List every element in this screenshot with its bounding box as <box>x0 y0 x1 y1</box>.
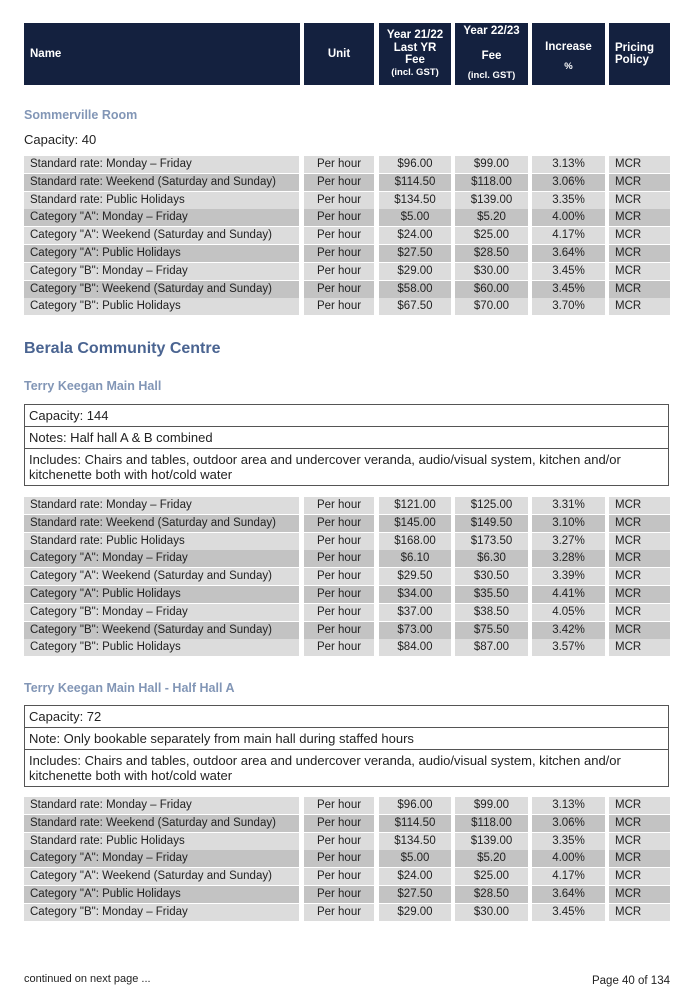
last-year-fee-cell: $27.50 <box>379 245 451 262</box>
last-year-fee-cell: $134.50 <box>379 192 451 209</box>
rate-name-cell: Standard rate: Monday – Friday <box>24 797 299 814</box>
unit-cell: Per hour <box>304 886 374 903</box>
increase-cell: 3.64% <box>532 886 605 903</box>
rate-name-cell: Category "A": Monday – Friday <box>24 209 299 226</box>
fee-cell: $173.50 <box>455 533 528 550</box>
increase-cell: 4.41% <box>532 586 605 603</box>
table-row <box>24 639 670 657</box>
rate-name-cell: Standard rate: Weekend (Saturday and Sunday) <box>24 815 299 832</box>
rate-name-cell: Category "B": Weekend (Saturday and Sunday) <box>24 281 299 298</box>
increase-cell: 3.35% <box>532 192 605 209</box>
section-title-main-hall: Terry Keegan Main Hall <box>24 379 162 393</box>
unit-cell: Per hour <box>304 174 374 191</box>
increase-cell: 3.06% <box>532 815 605 832</box>
pricing-policy-cell: MCR <box>609 850 670 867</box>
last-year-fee-cell: $84.00 <box>379 639 451 656</box>
unit-cell: Per hour <box>304 568 374 585</box>
pricing-policy-cell: MCR <box>609 568 670 585</box>
venue-title-berala: Berala Community Centre <box>24 340 221 357</box>
pricing-policy-cell: MCR <box>609 497 670 514</box>
header-increase-column <box>532 23 605 85</box>
unit-cell: Per hour <box>304 815 374 832</box>
pricing-policy-cell: MCR <box>609 639 670 656</box>
increase-cell: 3.13% <box>532 156 605 173</box>
main-hall-capacity: Capacity: 144 <box>25 405 668 427</box>
fee-cell: $38.50 <box>455 604 528 621</box>
fee-table-main-hall <box>24 497 670 657</box>
pricing-policy-cell: MCR <box>609 550 670 567</box>
last-year-fee-cell: $114.50 <box>379 174 451 191</box>
header-name-column <box>24 23 300 85</box>
last-year-fee-cell: $73.00 <box>379 622 451 639</box>
unit-cell: Per hour <box>304 868 374 885</box>
increase-cell: 3.10% <box>532 515 605 532</box>
header-fee-line2: Fee <box>481 49 502 62</box>
fee-cell: $139.00 <box>455 192 528 209</box>
fee-cell: $75.50 <box>455 622 528 639</box>
last-year-fee-cell: $96.00 <box>379 797 451 814</box>
pricing-policy-cell: MCR <box>609 797 670 814</box>
table-row <box>24 263 670 281</box>
unit-cell: Per hour <box>304 515 374 532</box>
last-year-fee-cell: $58.00 <box>379 281 451 298</box>
table-row <box>24 550 670 568</box>
table-row <box>24 797 670 815</box>
rate-name-cell: Category "A": Weekend (Saturday and Sunday) <box>24 227 299 244</box>
unit-cell: Per hour <box>304 245 374 262</box>
increase-cell: 3.06% <box>532 174 605 191</box>
table-row <box>24 281 670 299</box>
rate-name-cell: Category "A": Weekend (Saturday and Sunday) <box>24 868 299 885</box>
header-policy-line1: Pricing <box>615 42 654 54</box>
table-row <box>24 533 670 551</box>
last-year-fee-cell: $134.50 <box>379 833 451 850</box>
fee-cell: $35.50 <box>455 586 528 603</box>
last-year-fee-cell: $67.50 <box>379 298 451 315</box>
table-row <box>24 497 670 515</box>
half-hall-a-includes: Includes: Chairs and tables, outdoor area and undercover veranda, audio/visual system, kitchen and/or kitchenette both with hot/cold water <box>29 753 621 783</box>
unit-cell: Per hour <box>304 586 374 603</box>
last-year-fee-cell: $24.00 <box>379 868 451 885</box>
rate-name-cell: Category "A": Monday – Friday <box>24 850 299 867</box>
unit-cell: Per hour <box>304 622 374 639</box>
increase-cell: 3.45% <box>532 263 605 280</box>
header-unit-label: Unit <box>327 48 351 60</box>
unit-cell: Per hour <box>304 533 374 550</box>
section-title-sommerville: Sommerville Room <box>24 108 138 122</box>
last-year-fee-cell: $168.00 <box>379 533 451 550</box>
table-row <box>24 227 670 245</box>
rate-name-cell: Standard rate: Monday – Friday <box>24 497 299 514</box>
fee-cell: $118.00 <box>455 815 528 832</box>
rate-name-cell: Standard rate: Public Holidays <box>24 192 299 209</box>
unit-cell: Per hour <box>304 227 374 244</box>
increase-cell: 3.70% <box>532 298 605 315</box>
unit-cell: Per hour <box>304 497 374 514</box>
last-year-fee-cell: $37.00 <box>379 604 451 621</box>
fee-cell: $99.00 <box>455 797 528 814</box>
unit-cell: Per hour <box>304 797 374 814</box>
increase-cell: 3.42% <box>532 622 605 639</box>
table-row <box>24 298 670 316</box>
unit-cell: Per hour <box>304 604 374 621</box>
unit-cell: Per hour <box>304 263 374 280</box>
table-row <box>24 815 670 833</box>
rate-name-cell: Category "B": Monday – Friday <box>24 604 299 621</box>
table-row <box>24 868 670 886</box>
rate-name-cell: Standard rate: Weekend (Saturday and Sunday) <box>24 174 299 191</box>
last-year-fee-cell: $6.10 <box>379 550 451 567</box>
header-last-year-line1: Year 21/22 <box>386 29 444 41</box>
fee-cell: $70.00 <box>455 298 528 315</box>
fee-cell: $28.50 <box>455 245 528 262</box>
last-year-fee-cell: $34.00 <box>379 586 451 603</box>
header-unit-column <box>304 23 374 85</box>
fee-cell: $25.00 <box>455 868 528 885</box>
table-row <box>24 886 670 904</box>
header-fee-line1: Year 22/23 <box>463 25 520 38</box>
unit-cell: Per hour <box>304 639 374 656</box>
unit-cell: Per hour <box>304 833 374 850</box>
pricing-policy-cell: MCR <box>609 622 670 639</box>
last-year-fee-cell: $29.50 <box>379 568 451 585</box>
header-name-label: Name <box>30 48 62 60</box>
half-hall-a-notes: Note: Only bookable separately from main hall during staffed hours <box>25 728 668 750</box>
pricing-policy-cell: MCR <box>609 533 670 550</box>
fee-cell: $99.00 <box>455 156 528 173</box>
last-year-fee-cell: $29.00 <box>379 263 451 280</box>
fee-cell: $118.00 <box>455 174 528 191</box>
unit-cell: Per hour <box>304 298 374 315</box>
rate-name-cell: Category "B": Public Holidays <box>24 639 299 656</box>
rate-name-cell: Category "A": Public Holidays <box>24 886 299 903</box>
increase-cell: 3.27% <box>532 533 605 550</box>
fee-cell: $139.00 <box>455 833 528 850</box>
fee-table-sommerville <box>24 156 670 316</box>
rate-name-cell: Standard rate: Public Holidays <box>24 833 299 850</box>
header-policy-column <box>609 23 670 85</box>
last-year-fee-cell: $27.50 <box>379 886 451 903</box>
fee-cell: $30.00 <box>455 263 528 280</box>
increase-cell: 3.31% <box>532 497 605 514</box>
header-last-year-line3: Fee <box>405 54 425 66</box>
sommerville-capacity: Capacity: 40 <box>24 132 97 147</box>
last-year-fee-cell: $145.00 <box>379 515 451 532</box>
increase-cell: 3.57% <box>532 639 605 656</box>
rate-name-cell: Category "A": Public Holidays <box>24 245 299 262</box>
increase-cell: 3.28% <box>532 550 605 567</box>
fee-cell: $125.00 <box>455 497 528 514</box>
last-year-fee-cell: $121.00 <box>379 497 451 514</box>
fee-cell: $30.50 <box>455 568 528 585</box>
fee-cell: $149.50 <box>455 515 528 532</box>
fee-table-half-hall-a <box>24 797 670 922</box>
pricing-policy-cell: MCR <box>609 586 670 603</box>
table-row <box>24 209 670 227</box>
pricing-policy-cell: MCR <box>609 156 670 173</box>
increase-cell: 4.05% <box>532 604 605 621</box>
header-fee-column <box>455 23 528 85</box>
increase-cell: 4.17% <box>532 868 605 885</box>
header-policy-line2: Policy <box>615 54 649 66</box>
header-last-year-line4: (incl. GST) <box>391 66 439 78</box>
unit-cell: Per hour <box>304 209 374 226</box>
unit-cell: Per hour <box>304 192 374 209</box>
rate-name-cell: Category "A": Monday – Friday <box>24 550 299 567</box>
rate-name-cell: Category "A": Weekend (Saturday and Sunday) <box>24 568 299 585</box>
pricing-policy-cell: MCR <box>609 298 670 315</box>
rate-name-cell: Category "A": Public Holidays <box>24 586 299 603</box>
rate-name-cell: Standard rate: Monday – Friday <box>24 156 299 173</box>
table-row <box>24 622 670 640</box>
increase-cell: 3.64% <box>532 245 605 262</box>
table-row <box>24 245 670 263</box>
fee-cell: $25.00 <box>455 227 528 244</box>
fee-cell: $60.00 <box>455 281 528 298</box>
table-row <box>24 568 670 586</box>
half-hall-a-capacity: Capacity: 72 <box>25 706 668 728</box>
header-fee-line3: (incl. GST) <box>467 70 516 82</box>
pricing-policy-cell: MCR <box>609 227 670 244</box>
continued-note: continued on next page ... <box>24 973 151 985</box>
pricing-policy-cell: MCR <box>609 192 670 209</box>
last-year-fee-cell: $29.00 <box>379 904 451 921</box>
pricing-policy-cell: MCR <box>609 833 670 850</box>
header-increase-line1: Increase <box>545 40 592 53</box>
rate-name-cell: Standard rate: Public Holidays <box>24 533 299 550</box>
last-year-fee-cell: $24.00 <box>379 227 451 244</box>
unit-cell: Per hour <box>304 156 374 173</box>
rate-name-cell: Category "B": Weekend (Saturday and Sunday) <box>24 622 299 639</box>
pricing-policy-cell: MCR <box>609 174 670 191</box>
rate-name-cell: Standard rate: Weekend (Saturday and Sunday) <box>24 515 299 532</box>
unit-cell: Per hour <box>304 550 374 567</box>
increase-cell: 3.45% <box>532 904 605 921</box>
pricing-policy-cell: MCR <box>609 815 670 832</box>
pricing-policy-cell: MCR <box>609 886 670 903</box>
table-row <box>24 850 670 868</box>
fee-cell: $30.00 <box>455 904 528 921</box>
fee-cell: $28.50 <box>455 886 528 903</box>
table-row <box>24 904 670 922</box>
half-hall-a-info-box <box>24 705 669 787</box>
page-number: Page 40 of 134 <box>591 975 670 987</box>
pricing-policy-cell: MCR <box>609 604 670 621</box>
unit-cell: Per hour <box>304 850 374 867</box>
table-row <box>24 515 670 533</box>
increase-cell: 3.13% <box>532 797 605 814</box>
table-row <box>24 192 670 210</box>
main-hall-info-box <box>24 404 669 486</box>
pricing-policy-cell: MCR <box>609 904 670 921</box>
main-hall-includes: Includes: Chairs and tables, outdoor area and undercover veranda, audio/visual system, kitchen and/or kitchenette both with hot/cold water <box>29 452 621 482</box>
increase-cell: 3.35% <box>532 833 605 850</box>
pricing-policy-cell: MCR <box>609 209 670 226</box>
table-row <box>24 604 670 622</box>
last-year-fee-cell: $5.00 <box>379 209 451 226</box>
pricing-policy-cell: MCR <box>609 263 670 280</box>
last-year-fee-cell: $96.00 <box>379 156 451 173</box>
rate-name-cell: Category "B": Monday – Friday <box>24 904 299 921</box>
header-last-year-column <box>379 23 451 85</box>
fee-cell: $6.30 <box>455 550 528 567</box>
pricing-policy-cell: MCR <box>609 515 670 532</box>
pricing-policy-cell: MCR <box>609 868 670 885</box>
fee-cell: $5.20 <box>455 850 528 867</box>
increase-cell: 3.39% <box>532 568 605 585</box>
pricing-policy-cell: MCR <box>609 281 670 298</box>
increase-cell: 3.45% <box>532 281 605 298</box>
increase-cell: 4.00% <box>532 850 605 867</box>
increase-cell: 4.17% <box>532 227 605 244</box>
last-year-fee-cell: $5.00 <box>379 850 451 867</box>
table-row <box>24 156 670 174</box>
pricing-policy-cell: MCR <box>609 245 670 262</box>
main-hall-notes: Notes: Half hall A & B combined <box>25 427 668 449</box>
section-title-half-hall-a: Terry Keegan Main Hall - Half Hall A <box>24 681 235 695</box>
fee-cell: $87.00 <box>455 639 528 656</box>
rate-name-cell: Category "B": Monday – Friday <box>24 263 299 280</box>
header-last-year-line2: Last YR <box>393 41 437 54</box>
table-row <box>24 833 670 851</box>
unit-cell: Per hour <box>304 904 374 921</box>
fee-cell: $5.20 <box>455 209 528 226</box>
header-increase-line2: % <box>564 61 573 72</box>
table-row <box>24 174 670 192</box>
rate-name-cell: Category "B": Public Holidays <box>24 298 299 315</box>
table-row <box>24 586 670 604</box>
unit-cell: Per hour <box>304 281 374 298</box>
last-year-fee-cell: $114.50 <box>379 815 451 832</box>
increase-cell: 4.00% <box>532 209 605 226</box>
